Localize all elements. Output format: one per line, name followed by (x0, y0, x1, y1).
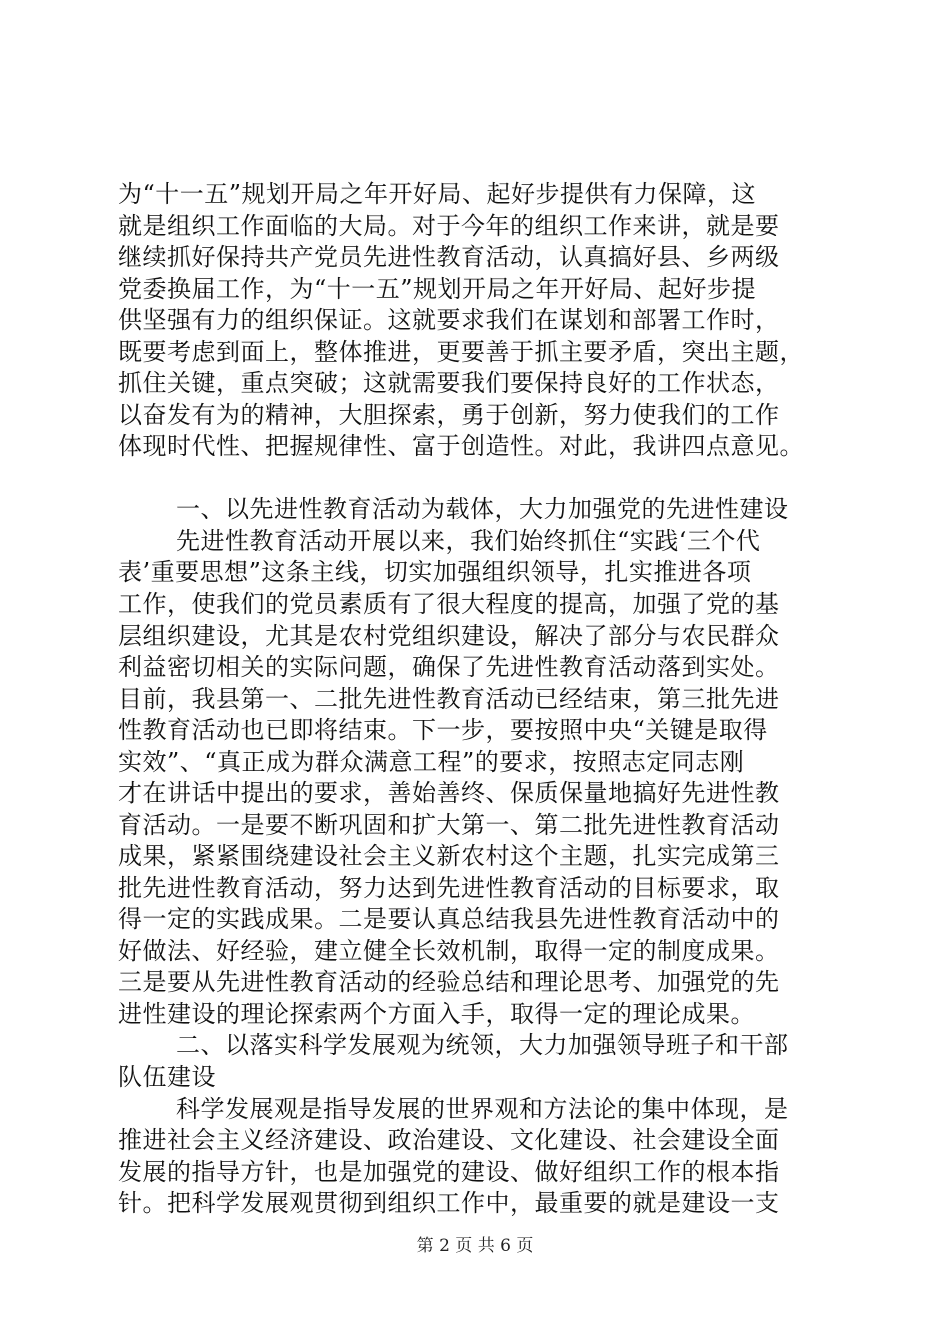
text-line: 针。把科学发展观贯彻到组织工作中，最重要的就是建设一支 (118, 1189, 780, 1217)
text-line: 育活动。一是要不断巩固和扩大第一、第二批先进性教育活动 (118, 811, 780, 839)
text-line: 批先进性教育活动，努力达到先进性教育活动的目标要求，取 (118, 874, 780, 902)
text-line: 成果，紧紧围绕建设社会主义新农村这个主题，扎实完成第三 (118, 842, 780, 870)
text-line: 实效”、“真正成为群众满意工程”的要求，按照志定同志刚 (118, 748, 745, 776)
text-line: 抓住关键，重点突破；这就需要我们要保持良好的工作状态， (118, 369, 780, 397)
text-line: 三是要从先进性教育活动的经验总结和理论思考、加强党的先 (118, 968, 780, 996)
text-line: 进性建设的理论探索两个方面入手，取得一定的理论成果。 (118, 1000, 755, 1028)
page-number-footer: 第 2 页 共 6 页 (416, 1236, 534, 1256)
text-line: 得一定的实践成果。二是要认真总结我县先进性教育活动中的 (118, 905, 780, 933)
text-line: 体现时代性、把握规律性、富于创造性。对此，我讲四点意见。 (118, 432, 804, 460)
section-heading: 二、以落实科学发展观为统领，大力加强领导班子和干部 (176, 1031, 789, 1059)
text-line: 推进社会主义经济建设、政治建设、文化建设、社会建设全面 (118, 1126, 780, 1154)
text-line: 先进性教育活动开展以来，我们始终抓住“实践‘三个代 (176, 527, 761, 555)
text-line: 利益密切相关的实际问题，确保了先进性教育活动落到实处。 (118, 653, 780, 681)
text-line: 为“十一五”规划开局之年开好局、起好步提供有力保障，这 (118, 180, 757, 208)
text-line: 就是组织工作面临的大局。对于今年的组织工作来讲，就是要 (118, 212, 780, 240)
text-line: 党委换届工作，为“十一五”规划开局之年开好局、起好步提 (118, 275, 757, 303)
text-line: 以奋发有为的精神，大胆探索，勇于创新，努力使我们的工作 (118, 401, 780, 429)
text-line: 继续抓好保持共产党员先进性教育活动，认真搞好县、乡两级 (118, 243, 780, 271)
text-line: 才在讲话中提出的要求，善始善终、保质保量地搞好先进性教 (118, 779, 780, 807)
text-line: 目前，我县第一、二批先进性教育活动已经结束，第三批先进 (118, 685, 780, 713)
text-line: 好做法、好经验，建立健全长效机制，取得一定的制度成果。 (118, 937, 780, 965)
text-line: 供坚强有力的组织保证。这就要求我们在谋划和部署工作时， (118, 306, 780, 334)
section-heading: 一、以先进性教育活动为载体，大力加强党的先进性建设 (176, 495, 789, 523)
text-line: 发展的指导方针，也是加强党的建设、做好组织工作的根本指 (118, 1158, 780, 1186)
text-line: 科学发展观是指导发展的世界观和方法论的集中体现，是 (176, 1095, 789, 1123)
section-heading-continued: 队伍建设 (118, 1063, 216, 1091)
text-line: 层组织建设，尤其是农村党组织建设，解决了部分与农民群众 (118, 622, 780, 650)
text-line: 性教育活动也已即将结束。下一步，要按照中央“关键是取得 (118, 716, 768, 744)
text-line: 既要考虑到面上，整体推进，更要善于抓主要矛盾，突出主题， (118, 338, 804, 366)
text-line: 表’重要思想”这条主线，切实加强组织领导，扎实推进各项 (118, 558, 752, 586)
text-line: 工作，使我们的党员素质有了很大程度的提高，加强了党的基 (118, 590, 780, 618)
